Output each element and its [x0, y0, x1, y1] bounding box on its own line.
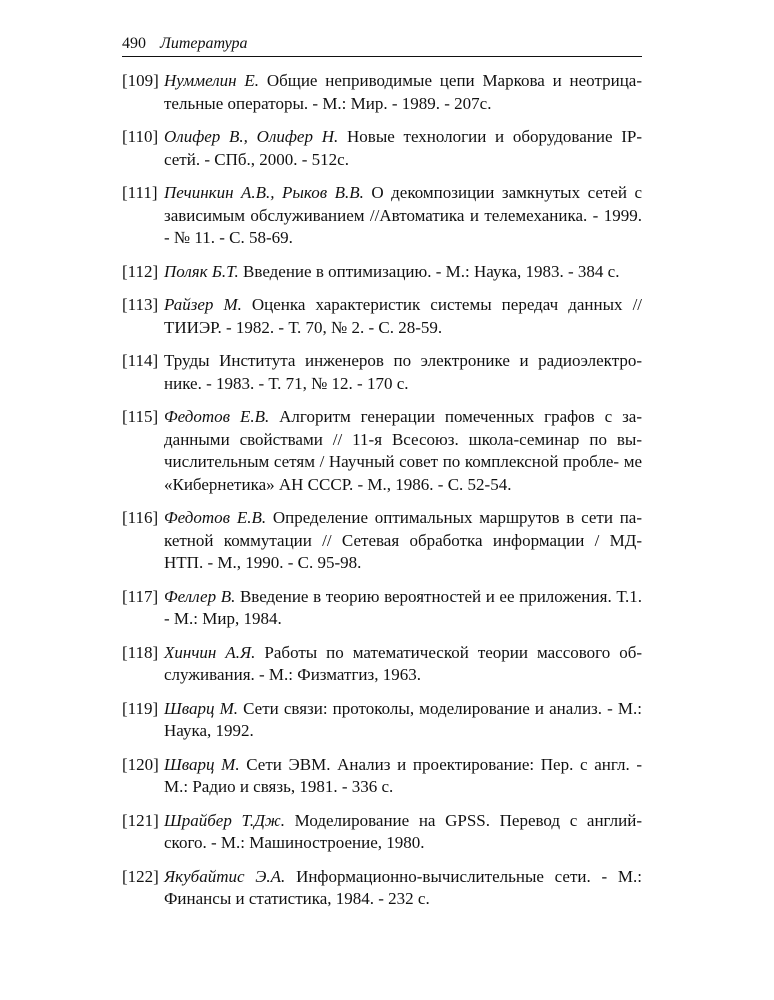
reference-text-line: Алгоритм генерации помеченных графов с за- — [279, 407, 642, 426]
section-title: Литература — [160, 35, 248, 52]
reference-text-line: Оценка характеристик системы передач данных // — [251, 295, 643, 314]
reference-text-line: кетной коммутации // Сетевая обработка информации / МД- — [164, 530, 642, 550]
reference-number: [122] — [122, 866, 159, 886]
reference-text-line: Т.1. - М.: Мир, 1984. — [164, 586, 642, 628]
reference-entry — [122, 406, 642, 496]
reference-number: [116] — [122, 508, 159, 527]
reference-number: [112] — [122, 261, 159, 281]
reference-text-line: О декомпозиции замкнутых сетей — [371, 183, 627, 202]
reference-entry — [122, 294, 642, 339]
reference-text-line: Финансы и статистика, 1984. - 232 с. — [164, 889, 430, 908]
reference-entry — [122, 866, 642, 911]
reference-text-line: с зависимым обслуживанием //Автоматика и телемеханика. - — [164, 183, 643, 225]
reference-author: Шрайбер Т.Дж. — [164, 810, 285, 830]
reference-text-line: Моделирование на GPSS. Перевод с англий- — [294, 810, 642, 830]
reference-text-line: 1999. - № 11. - С. 58-69. — [164, 205, 643, 247]
header-rule — [122, 56, 642, 57]
reference-entry — [122, 261, 642, 284]
reference-number: [117] — [122, 586, 159, 606]
reference-number: [110] — [122, 127, 159, 146]
reference-author: Федотов Е.В. — [164, 508, 267, 527]
reference-text-line: НТП. - М., 1990. - С. 95-98. — [164, 553, 362, 572]
reference-entry — [122, 586, 642, 631]
reference-author: Олифер В., Олифер Н. — [164, 127, 339, 146]
reference-list — [122, 70, 642, 922]
reference-number: [119] — [122, 698, 159, 718]
page-number: 490 — [122, 35, 146, 52]
reference-number: [121] — [122, 810, 159, 830]
reference-text-line: Сети ЭВМ. Анализ и проектирование: Пер. с англ. — [246, 754, 630, 774]
reference-text-line: данными свойствами // 11-я Всесоюз. школа-семинар по вы- — [164, 429, 642, 449]
reference-author: Шварц М. — [164, 754, 240, 774]
reference-author: Якубайтис Э.А. — [164, 866, 286, 886]
reference-text-line: ме «Кибернетика» АН СССР. - М., 1986. - С. 52-54. — [164, 452, 643, 494]
reference-entry — [122, 698, 642, 743]
reference-author: Хинчин А.Я. — [164, 642, 256, 662]
reference-entry — [122, 810, 642, 855]
reference-number: [111] — [122, 183, 158, 202]
reference-text-line: Введение в оптимизацию. - М.: Наука, 1983. - 384 с. — [243, 261, 620, 281]
reference-text-line: нике. - 1983. - Т. 71, № 12. - 170 с. — [164, 373, 409, 393]
reference-author: Райзер М. — [164, 295, 242, 314]
reference-text-line: ского. - М.: Машиностроение, 1980. — [164, 833, 425, 852]
reference-text-line: Труды Института инженеров по электронике и радиоэлектро- — [164, 351, 642, 370]
reference-entry — [122, 182, 642, 250]
reference-entry — [122, 507, 642, 575]
reference-number: [120] — [122, 754, 159, 774]
running-header — [122, 34, 642, 54]
reference-number: [113] — [122, 295, 159, 314]
reference-entry — [122, 754, 642, 799]
reference-text-line: - М.: Радио и связь, 1981. - 336 с. — [164, 754, 643, 796]
reference-number: [118] — [122, 642, 159, 662]
reference-text-line: М.: Наука, 1992. — [164, 698, 642, 740]
reference-text-line: тельные операторы. - М.: Мир. - 1989. - 207с. — [164, 93, 492, 113]
reference-entry — [122, 350, 642, 395]
reference-entry — [122, 126, 642, 171]
reference-text-line: Сети связи: протоколы, моделирование и анализ. - — [243, 698, 613, 718]
reference-text-line: Работы по математической теории массового об- — [264, 642, 643, 662]
reference-entry — [122, 70, 642, 115]
reference-text-line: числительным сетям / Научный совет по комплексной пробле- — [164, 452, 620, 471]
reference-text-line: Новые технологии и оборудование IP- — [347, 127, 643, 146]
reference-text-line: сетй. - СПб., 2000. - 512с. — [164, 149, 349, 169]
reference-author: Печинкин А.В., Рыков В.В. — [164, 183, 364, 202]
reference-author: Федотов Е.В. — [164, 407, 270, 426]
reference-author: Нуммелин Е. — [164, 71, 259, 90]
reference-text-line: Общие неприводимые цепи Маркова и неотрица- — [266, 71, 642, 90]
reference-author: Феллер В. — [164, 586, 236, 606]
reference-author: Шварц М. — [164, 698, 239, 718]
reference-author: Поляк Б.Т. — [164, 261, 239, 281]
reference-number: [114] — [122, 351, 159, 370]
reference-text-line: Определение оптимальных маршрутов в сети па- — [272, 508, 642, 527]
reference-text-line: служивания. - М.: Физматгиз, 1963. — [164, 665, 421, 684]
reference-text-line: ТИИЭР. - 1982. - Т. 70, № 2. - С. 28-59. — [164, 317, 443, 337]
reference-text-line: Введение в теорию вероятностей и ее приложения. — [239, 586, 612, 606]
reference-number: [115] — [122, 407, 159, 426]
reference-text-line: Информационно-вычислительные сети. - М.: — [296, 866, 642, 886]
reference-entry — [122, 642, 642, 687]
reference-number: [109] — [122, 71, 159, 90]
